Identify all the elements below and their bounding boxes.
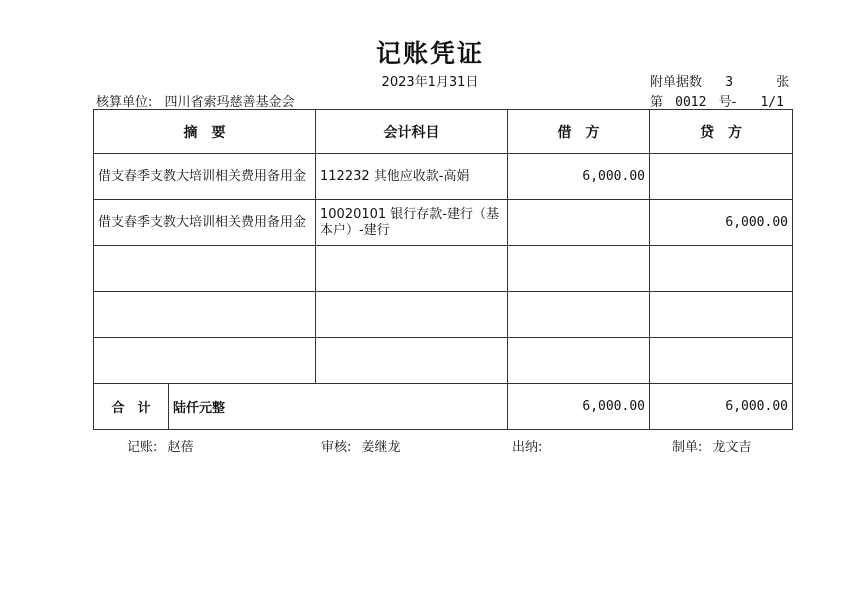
attachment-label: 附单据数 [650, 75, 703, 90]
voucher-date: 2023年1月31日 [381, 75, 479, 90]
preparer-label: 制单: [672, 440, 703, 455]
attachment-number: 3 [725, 75, 734, 90]
cashier-label: 出纳: [512, 440, 543, 455]
row-summary: 借支春季支教大培训相关费用备用金 [94, 200, 316, 246]
header-summary: 摘 要 [94, 110, 316, 154]
empty-cell [316, 292, 508, 338]
header-account: 会计科目 [316, 110, 508, 154]
empty-cell [316, 338, 508, 384]
empty-cell [650, 338, 793, 384]
voucher-table [93, 109, 793, 430]
bookkeeper-name: 赵蓓 [167, 440, 194, 455]
row-account: 10020101 银行存款-建行（基本户）-建行 [316, 200, 508, 246]
empty-cell [508, 338, 650, 384]
attachment-count [650, 71, 789, 90]
total-label: 合 计 [94, 384, 169, 430]
table-header-row [94, 110, 793, 154]
row-credit [650, 154, 793, 200]
table-row-empty [94, 292, 793, 338]
total-row [94, 384, 793, 430]
voucher-title: 记账凭证 [375, 39, 484, 68]
table-row [94, 200, 793, 246]
total-credit: 6,000.00 [650, 384, 793, 430]
preparer-name: 龙文吉 [712, 440, 752, 455]
table-row-empty [94, 338, 793, 384]
signature-preparer [672, 436, 752, 455]
empty-cell [316, 246, 508, 292]
empty-cell [94, 292, 316, 338]
empty-cell [94, 246, 316, 292]
signature-cashier [512, 436, 548, 455]
voucher-page: 1/1 [760, 95, 784, 110]
unit-label: 核算单位: [96, 95, 153, 110]
reviewer-label: 审核: [321, 440, 352, 455]
bookkeeper-label: 记账: [127, 440, 158, 455]
empty-cell [94, 338, 316, 384]
empty-cell [508, 292, 650, 338]
table-row-empty [94, 246, 793, 292]
empty-cell [650, 292, 793, 338]
header-credit: 贷 方 [650, 110, 793, 154]
total-amount-words: 陆仟元整 [169, 384, 508, 430]
row-debit: 6,000.00 [508, 154, 650, 200]
accounting-unit [96, 91, 295, 110]
signature-bookkeeper [127, 436, 194, 455]
voucher-number-prefix: 第 [650, 95, 664, 110]
unit-name: 四川省索玛慈善基金会 [164, 95, 295, 110]
total-debit: 6,000.00 [508, 384, 650, 430]
header-debit: 借 方 [508, 110, 650, 154]
empty-cell [650, 246, 793, 292]
reviewer-name: 姜继龙 [361, 440, 401, 455]
voucher-number [650, 91, 784, 110]
row-credit: 6,000.00 [650, 200, 793, 246]
table-row [94, 154, 793, 200]
voucher-number-suffix: 号- [718, 95, 737, 110]
attachment-unit: 张 [776, 75, 790, 90]
row-summary: 借支春季支教大培训相关费用备用金 [94, 154, 316, 200]
voucher-number-value: 0012 [675, 95, 707, 110]
row-debit [508, 200, 650, 246]
signature-reviewer [321, 436, 401, 455]
row-account: 112232 其他应收款-高娟 [316, 154, 508, 200]
empty-cell [508, 246, 650, 292]
